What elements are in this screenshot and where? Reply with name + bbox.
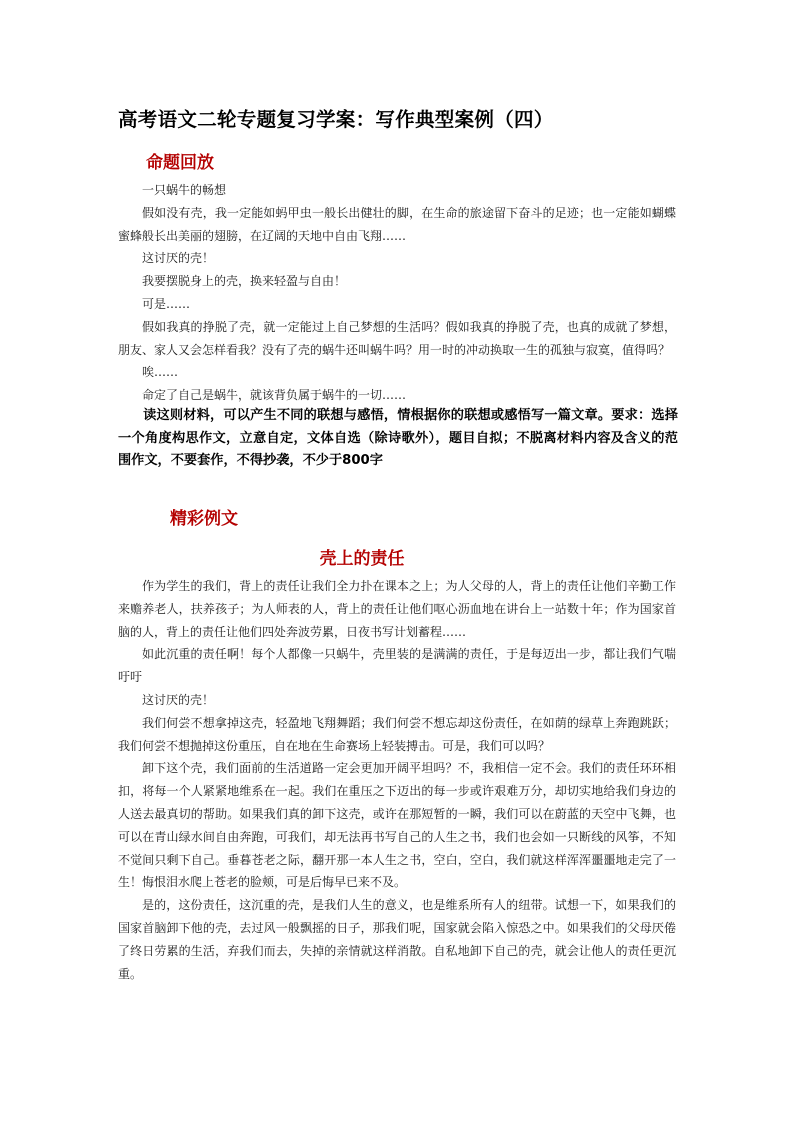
essay-paragraph: 作为学生的我们，背上的责任让我们全力扑在课本之上；为人父母的人，背上的责任让他们辛勤工作来赡养老人，扶养孩子；为人师表的人，背上的责任让他们呕心沥血地在讲台上一站数十年；作为国家首脑的人，背上的责任让他们四处奔波劳累，日夜书写计划蓄程…… <box>118 579 676 639</box>
essay-body <box>118 575 676 985</box>
prompt-paragraph: 这讨厌的壳！ <box>142 251 215 266</box>
document-title: 高考语文二轮专题复习学案：写作典型案例（四） <box>118 108 554 131</box>
prompt-paragraph: 我要摆脱身上的壳，换来轻盈与自由！ <box>142 274 347 289</box>
essay-paragraph: 我们何尝不想拿掉这壳，轻盈地飞翔舞蹈；我们何尝不想忘却这份责任，在如荫的绿草上奔跑跳跃；我们何尝不想抛掉这份重压，自在地在生命赛场上轻装搏击。可是，我们可以吗？ <box>118 715 676 753</box>
essay-paragraph: 这讨厌的壳！ <box>142 692 215 707</box>
writing-requirement <box>118 405 678 473</box>
prompt-paragraph: 假如我真的挣脱了壳，就一定能过上自己梦想的生活吗？假如我真的挣脱了壳，也真的成就了梦想，朋友、家人又会怎样看我？没有了壳的蜗牛还叫蜗牛吗？用一时的冲动换取一生的孤独与寂寞，值得吗？ <box>118 319 676 357</box>
prompt-paragraph: 唉…… <box>142 365 179 380</box>
prompt-paragraph: 一只蜗牛的畅想 <box>142 183 227 197</box>
prompt-paragraph: 假如没有壳，我一定能如蚂甲虫一般长出健壮的脚，在生命的旅途留下奋斗的足迹；也一定能如蝴蝶蜜蜂般长出美丽的翅膀，在辽阔的天地中自由飞翔…… <box>118 205 676 243</box>
prompt-paragraph: 命定了自己是蜗牛，就该背负属于蜗牛的一切…… <box>142 388 407 403</box>
essay-paragraph: 卸下这个壳，我们面前的生活道路一定会更加开阔平坦吗？不，我相信一定不会。我们的责任环环相扣，将每一个人紧紧地维系在一起。我们在重压之下迈出的每一步或许艰难万分，却切实地给我们身边的人送去最真切的帮助。如果我们真的卸下这壳，或许在那短暂的一瞬，我们可以在蔚蓝的天空中飞舞，也可以在青山绿水间自由奔跑，可我们，却无法再书写自己的人生之书，我们也会如一只断线的风筝，不知不觉间只剩下自己。垂暮苍老之际，翻开那一本人生之书，空白，空白，我们就这样浑浑噩噩地走完了一生！悔恨泪水爬上苍老的脸颊，可是后悔早已来不及。 <box>118 761 676 890</box>
essay-paragraph: 如此沉重的责任啊！每个人都像一只蜗牛，壳里装的是满满的责任，于是每迈出一步，都让我们气喘吁吁 <box>118 647 676 685</box>
essay-title: 壳上的责任 <box>319 549 405 569</box>
prompt-material <box>118 179 676 407</box>
prompt-paragraph: 可是…… <box>142 296 191 311</box>
requirement-text: 读这则材料，可以产生不同的联想与感悟，情根据你的联想或感悟写一篇文章。要求：选择一个角度构思作文，立意自定，文体自选（除诗歌外），题目自拟；不脱离材料内容及含义的范围作文，不要套作，不得抄袭，不少于800字 <box>118 408 678 468</box>
sample-section-heading: 精彩例文 <box>170 509 238 529</box>
prompt-section-heading: 命题回放 <box>146 153 214 173</box>
essay-paragraph: 是的，这份责任，这沉重的壳，是我们人生的意义，也是维系所有人的纽带。试想一下，如果我们的国家首脑卸下他的壳，去过风一般飘摇的日子，那我们呢，国家就会陷入惊恐之中。如果我们的父母厌倦了终日劳累的生活，弃我们而去，失掉的亲情就这样消散。自私地卸下自己的壳，就会让他人的责任更沉重。 <box>118 898 676 981</box>
